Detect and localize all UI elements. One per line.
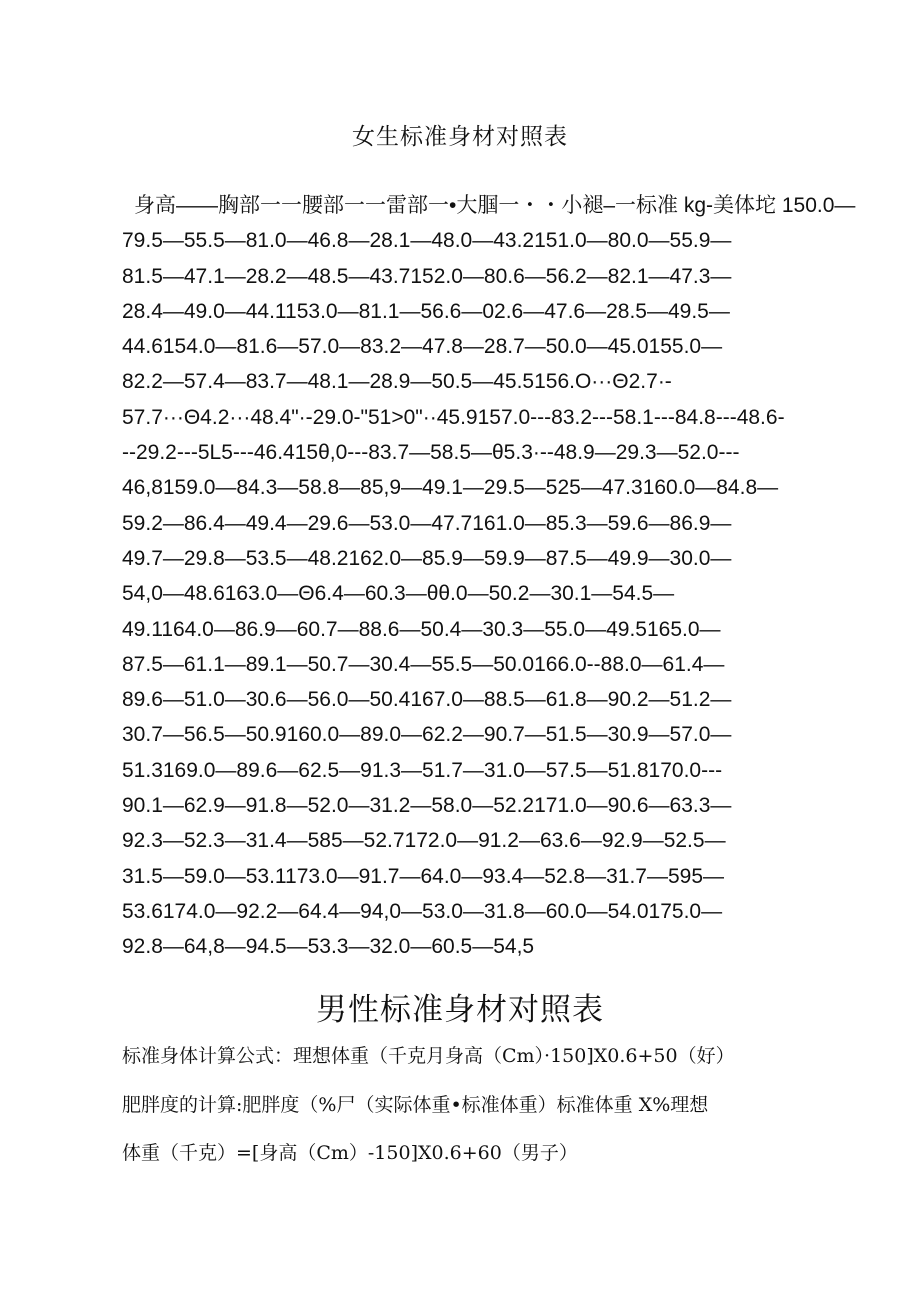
data-line: 82.2—57.4—83.7—48.1—28.9—50.5—45.5156.O···Θ2.7·- bbox=[122, 370, 672, 394]
data-line: --29.2---5L5---46.415θ,0---83.7—58.5—θ5.3·--48.9—29.3—52.0--- bbox=[122, 441, 740, 465]
data-line: 89.6—51.0—30.6—56.0—50.4167.0—88.5—61.8—90.2—51.2— bbox=[122, 688, 732, 712]
formula-line-obesity: 肥胖度的计算:肥胖度（%尸（实际体重•标准体重）标准体重 X%理想 bbox=[122, 1094, 709, 1116]
table-header-line: 身高——胸部一一腰部一一雷部一•大腘一・・小褪–一标准 kg-美体坨 150.0— bbox=[134, 194, 856, 217]
data-line: 44.6154.0—81.6—57.0—83.2—47.8—28.7—50.0—45.0155.0— bbox=[122, 335, 723, 359]
data-line: 54,0—48.6163.0—Θ6.4—60.3—θθ.0—50.2—30.1—54.5— bbox=[122, 582, 675, 606]
data-line: 79.5—55.5—81.0—46.8—28.1—48.0—43.2151.0—80.0—55.9— bbox=[122, 229, 732, 253]
formula-line-standard-weight: 标准身体计算公式：理想体重（千克月身高（Cm）·150]X0.6+50（好） bbox=[122, 1045, 735, 1067]
female-measurement-data bbox=[122, 188, 862, 965]
data-line: 28.4—49.0—44.1153.0—81.1—56.6—02.6—47.6—28.5—49.5— bbox=[122, 299, 730, 323]
data-line: 49.1164.0—86.9—60.7—88.6—50.4—30.3—55.0—49.5165.0— bbox=[122, 617, 721, 641]
data-line: 31.5—59.0—53.1173.0—91.7—64.0—93.4—52.8—31.7—595— bbox=[122, 864, 725, 888]
formula-line-male-weight: 体重（千克）=[身高（Cm）-150]X0.6+60（男子） bbox=[122, 1142, 578, 1164]
data-line: 30.7—56.5—50.9160.0—89.0—62.2—90.7—51.5—30.9—57.0— bbox=[122, 723, 732, 747]
data-line: 92.8—64,8—94.5—53.3—32.0—60.5—54,5 bbox=[122, 935, 535, 959]
data-line: 90.1—62.9—91.8—52.0—31.2—58.0—52.2171.0—90.6—63.3— bbox=[122, 794, 732, 818]
data-line: 81.5—47.1—28.2—48.5—43.7152.0—80.6—56.2—82.1—47.3— bbox=[122, 264, 732, 288]
data-line: 53.6174.0—92.2—64.4—94,0—53.0—31.8—60.0—54.0175.0— bbox=[122, 899, 723, 923]
male-chart-title: 男性标准身材对照表 bbox=[316, 992, 604, 1028]
data-line: 46,8159.0—84.3—58.8—85,9—49.1—29.5—525—47.3160.0—84.8— bbox=[122, 476, 779, 500]
data-line: 92.3—52.3—31.4—585—52.7172.0—91.2—63.6—92.9—52.5— bbox=[122, 829, 726, 853]
data-line: 51.3169.0—89.6—62.5—91.3—51.7—31.0—57.5—51.8170.0--- bbox=[122, 758, 723, 782]
data-line: 87.5—61.1—89.1—50.7—30.4—55.5—50.0166.0--88.0—61.4— bbox=[122, 652, 725, 676]
data-line: 49.7—29.8—53.5—48.2162.0—85.9—59.9—87.5—49.9—30.0— bbox=[122, 546, 732, 570]
data-line: 59.2—86.4—49.4—29.6—53.0—47.7161.0—85.3—59.6—86.9— bbox=[122, 511, 732, 535]
data-line: 57.7···Θ4.2···48.4"·-29.0-"51>0"··45.9157.0---83.2---58.1---84.8---48.6- bbox=[122, 405, 785, 429]
female-chart-title: 女生标准身材对照表 bbox=[352, 124, 568, 150]
